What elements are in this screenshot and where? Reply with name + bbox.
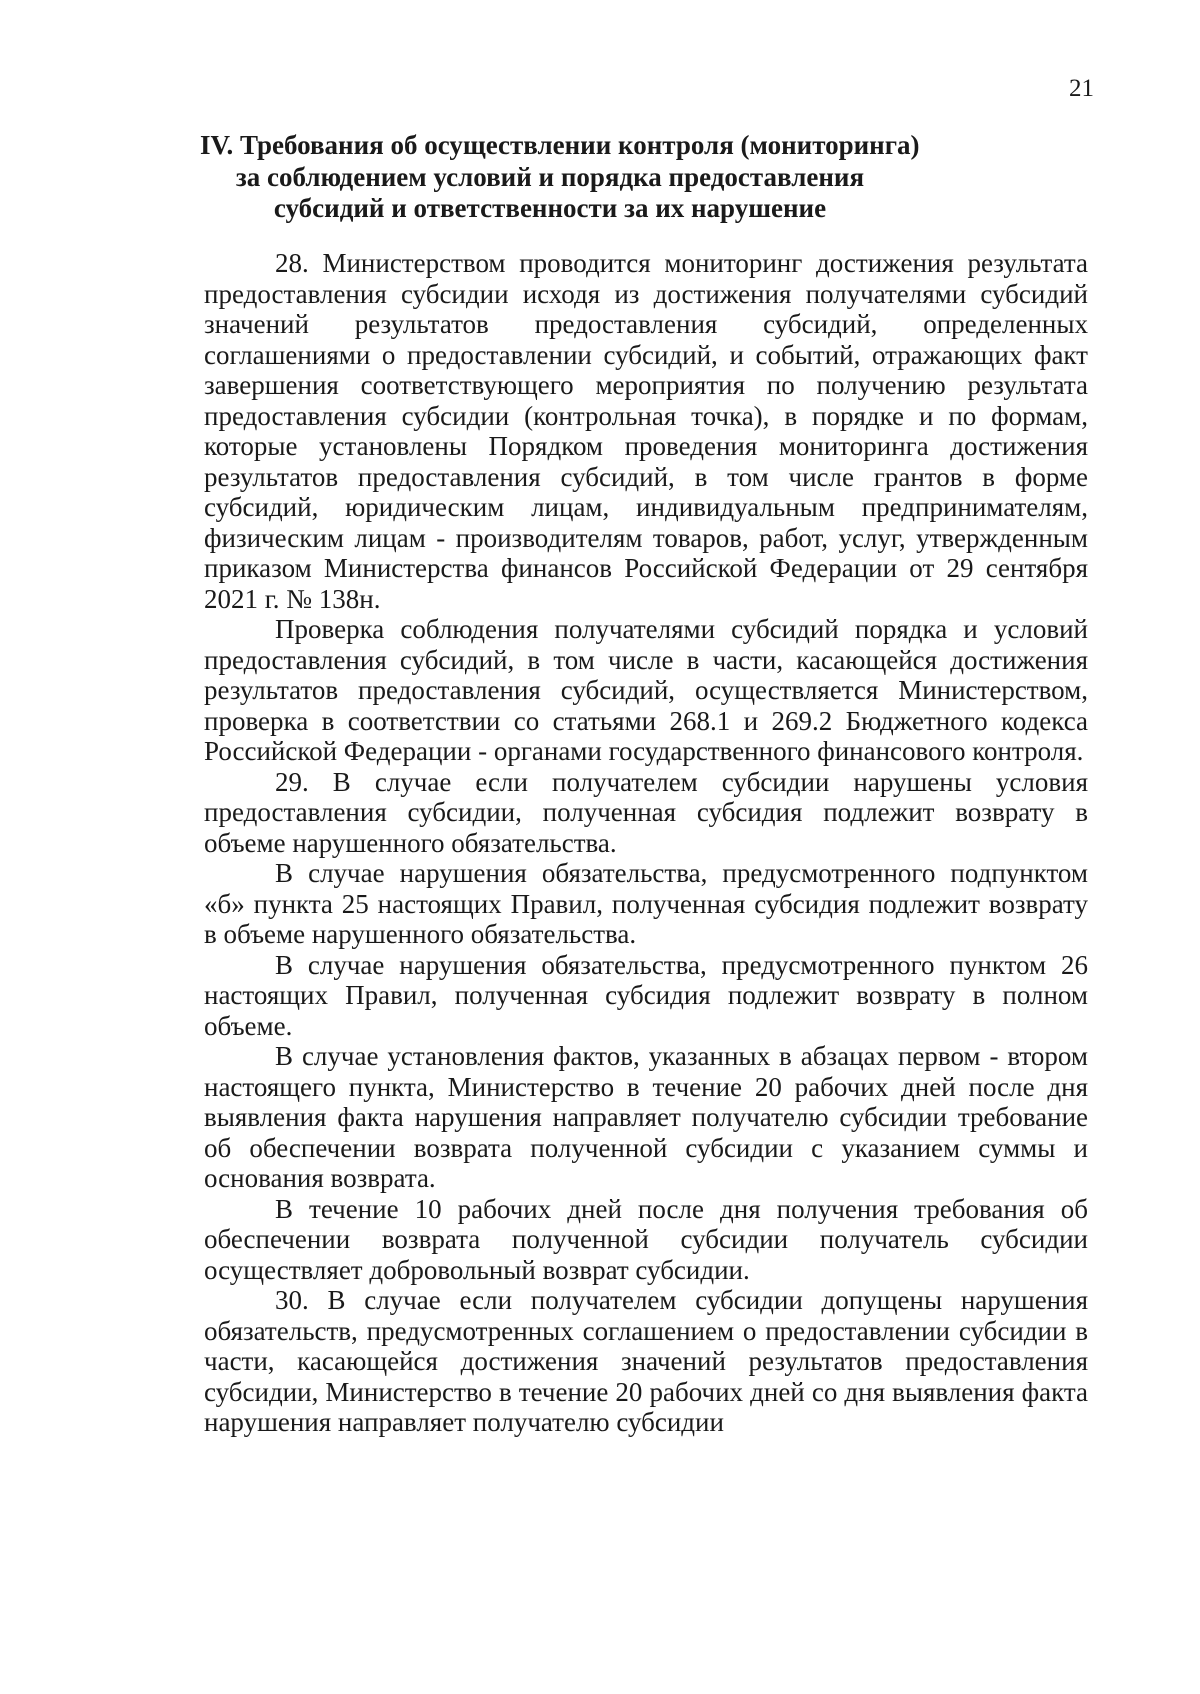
paragraph-facts-established: В случае установления фактов, указанных в абзацах первом - втором настоящего пункта, Министерство в течение 20 рабочих дней после дня выявления факта нарушения направляет получателю субсидии требование об обеспечении возврата полученной субсидии с указанием суммы и основания возврата.	[204, 1041, 1088, 1193]
paragraph-violation-26: В случае нарушения обязательства, предусмотренного пунктом 26 настоящих Правил, полученная субсидия подлежит возврату в полном объеме.	[204, 949, 1088, 1041]
paragraph-voluntary-return: В течение 10 рабочих дней после дня получения требования об обеспечении возврата полученной субсидии получатель субсидии осуществляет добровольный возврат субсидии.	[204, 1193, 1088, 1285]
paragraph-30: 30. В случае если получателем субсидии допущены нарушения обязательств, предусмотренных соглашением о предоставлении субсидии в части, касающейся достижения значений результатов предоставления субсидии, Министерство в течение 20 рабочих дней со дня выявления факта нарушения направляет получателю субсидии	[204, 1285, 1088, 1437]
paragraph-28: 28. Министерством проводится мониторинг достижения результата предоставления субсидии исходя из достижения получателями субсидий значений результатов предоставления субсидий, определенных соглашениями о предоставлении субсидий, и событий, отражающих факт завершения соответствующего мероприятия по получению результата предоставления субсидии (контрольная точка), в порядке и по формам, которые установлены Порядком проведения мониторинга достижения результатов предоставления субсидий, в том числе грантов в форме субсидий, юридическим лицам, индивидуальным предпринимателям, физическим лицам - производителям товаров, работ, услуг, утвержденным приказом Министерства финансов Российской Федерации от 29 сентября 2021 г. № 138н.	[204, 248, 1088, 614]
section-heading-line: субсидий и ответственности за их нарушение	[273, 193, 827, 223]
page-number: 21	[1069, 75, 1094, 102]
section-heading-line: за соблюдением условий и порядка предоставления	[235, 161, 865, 192]
section-heading	[200, 130, 920, 225]
paragraph-verification: Проверка соблюдения получателями субсидий порядка и условий предоставления субсидий, в том числе в части, касающейся достижения результатов предоставления субсидий, осуществляется Министерством, проверка в соответствии со статьями 268.1 и 269.2 Бюджетного кодекса Российской Федерации - органами государственного финансового контроля.	[204, 614, 1088, 766]
paragraph-29: 29. В случае если получателем субсидии нарушены условия предоставления субсидии, полученная субсидия подлежит возврату в объеме нарушенного обязательства.	[204, 766, 1088, 858]
section-heading-line: IV. Требования об осуществлении контроля (мониторинга)	[200, 130, 920, 160]
paragraph-violation-25b: В случае нарушения обязательства, предусмотренного подпунктом «б» пункта 25 настоящих Правил, полученная субсидия подлежит возврату в объеме нарушенного обязательства.	[204, 858, 1088, 949]
document-body	[204, 248, 1088, 1438]
